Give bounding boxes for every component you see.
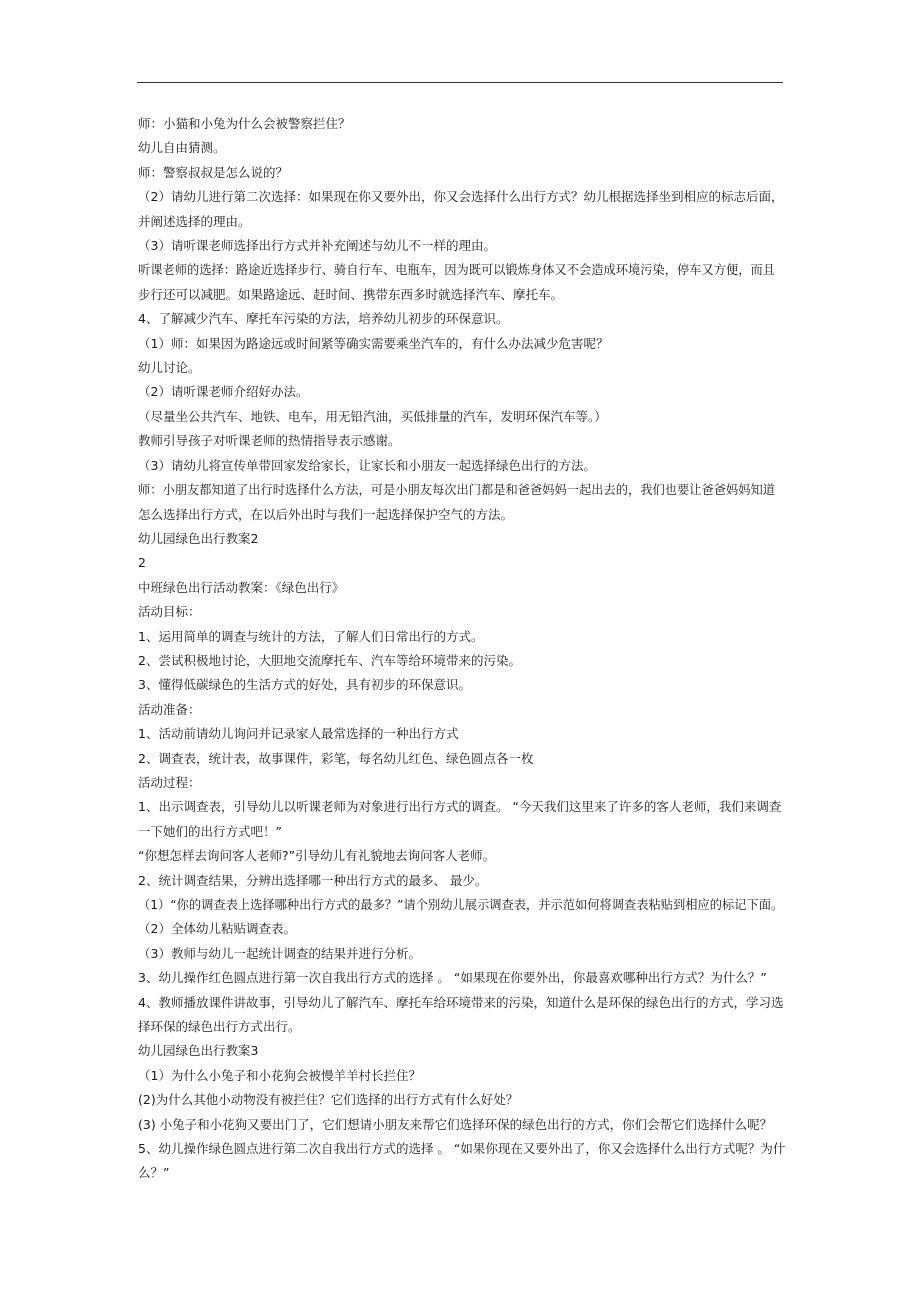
text-line: 幼儿自由猜测。 <box>138 140 226 156</box>
text-line: （2）全体幼儿粘贴调查表。 <box>138 921 296 937</box>
text-line: 师：小猫和小兔为什么会被警察拦住？ <box>138 116 351 131</box>
text-line: 4、教师播放课件讲故事，引导幼儿了解汽车、摩托车给环境带来的污染，知道什么是环保的绿色出行的方式，学习选 <box>138 994 784 1010</box>
text-line: 1、活动前请幼儿询问并记录家人最常选择的一种出行方式 <box>138 726 459 742</box>
text-line: （1）为什么小兔子和小花狗会被慢羊羊村长拦住？ <box>138 1067 421 1083</box>
text-line: 5、幼儿操作绿色圆点进行第二次自我出行方式的选择 。 “如果你现在又要外出了，你又会选择什么出行方式呢？为什 <box>138 1141 786 1157</box>
text-line: 3、懂得低碳绿色的生活方式的好处，具有初步的环保意识。 <box>138 677 471 693</box>
text-line: 择环保的绿色出行方式出行。 <box>138 1019 301 1035</box>
section-number: 2 <box>138 555 146 571</box>
text-line: (3) 小兔子和小花狗又要出门了，它们想请小朋友来帮它们选择环保的绿色出行的方式，你们会帮它们选择什么呢？ <box>138 1116 773 1132</box>
text-line: (2)为什么其他小动物没有被拦住？它们选择的出行方式有什么好处？ <box>138 1092 519 1108</box>
text-line: 1、运用简单的调查与统计的方法，了解人们日常出行的方式。 <box>138 628 484 644</box>
text-line: （1）师：如果因为路途远或时间紧等确实需要乘坐汽车的，有什么办法减少危害呢？ <box>138 335 609 351</box>
text-line: 步行还可以减肥。如果路途远、赶时间、携带东西多时就选择汽车、摩托车。 <box>138 286 564 302</box>
text-line: 2、调查表，统计表，故事课件，彩笔，每名幼儿红色、绿色圆点各一枚 <box>138 750 534 766</box>
section-title: 幼儿园绿色出行教案3 <box>138 1043 259 1059</box>
text-line: 一下她们的出行方式吧！” <box>138 823 282 839</box>
text-line: 2、统计调查结果，分辨出选择哪一种出行方式的最多、 最少。 <box>138 872 488 888</box>
text-line: 教师引导孩子对听课老师的热情指导表示感谢。 <box>138 433 401 449</box>
text-line: （尽量坐公共汽车、地铁、电车，用无铅汽油，买低排量的汽车，发明环保汽车等。） <box>138 408 607 424</box>
text-line: 活动目标： <box>138 604 201 620</box>
text-line: （2）请听课老师介绍好办法。 <box>138 384 309 400</box>
text-line: 师：小朋友都知道了出行时选择什么方法，可是小朋友每次出门都是和爸爸妈妈一起出去的，我们也要让爸爸妈妈知道 <box>138 483 775 498</box>
section-title: 幼儿园绿色出行教案2 <box>138 530 259 546</box>
text-line: 4、了解减少汽车、摩托车污染的方法，培养幼儿初步的环保意识。 <box>138 311 509 327</box>
text-line: 活动过程： <box>138 774 201 790</box>
text-line: 活动准备： <box>138 701 201 717</box>
text-line: 3、幼儿操作红色圆点进行第一次自我出行方式的选择 。 “如果现在你要外出，你最喜欢哪种出行方式？为什么？” <box>138 970 767 986</box>
text-line: 幼儿讨论。 <box>138 360 201 376</box>
text-line: （1）“你的调查表上选择哪种出行方式的最多？”请个别幼儿展示调查表，并示范如何将调查表粘贴到相应的标记下面。 <box>138 898 784 912</box>
document-body <box>138 112 786 1186</box>
text-line: 1、出示调查表，引导幼儿以听课老师为对象进行出行方式的调查。 “今天我们这里来了许多的客人老师，我们来调查 <box>138 799 782 815</box>
text-line: 师：警察叔叔是怎么说的？ <box>138 164 289 180</box>
header-rule <box>137 82 783 83</box>
text-line: （3）请听课老师选择出行方式并补充阐述与幼儿不一样的理由。 <box>138 238 496 254</box>
text-line: 2、尝试积极地讨论，大胆地交流摩托车、汽车等给环境带来的污染。 <box>138 652 521 668</box>
text-line: 并阐述选择的理由。 <box>138 213 251 229</box>
text-line: （3）请幼儿将宣传单带回家发给家长，让家长和小朋友一起选择绿色出行的方法。 <box>138 457 596 473</box>
text-line: 中班绿色出行活动教案：《绿色出行》 <box>138 579 345 595</box>
text-line: “你想怎样去询问客人老师?”引导幼儿有礼貌地去询问客人老师。 <box>138 848 496 864</box>
text-line: 么？” <box>138 1165 170 1181</box>
text-line: （2）请幼儿进行第二次选择：如果现在你又要外出，你又会选择什么出行方式？幼儿根据选择坐到相应的标志后面， <box>138 189 784 205</box>
text-line: 怎么选择出行方式，在以后外出时与我们一起选择保护空气的方法。 <box>138 506 514 522</box>
text-line: （3）教师与幼儿一起统计调查的结果并进行分析。 <box>138 945 421 961</box>
text-line: 听课老师的选择：路途近选择步行、骑自行车、电瓶车，因为既可以锻炼身体又不会造成环境污染，停车又方便，而且 <box>138 263 775 278</box>
